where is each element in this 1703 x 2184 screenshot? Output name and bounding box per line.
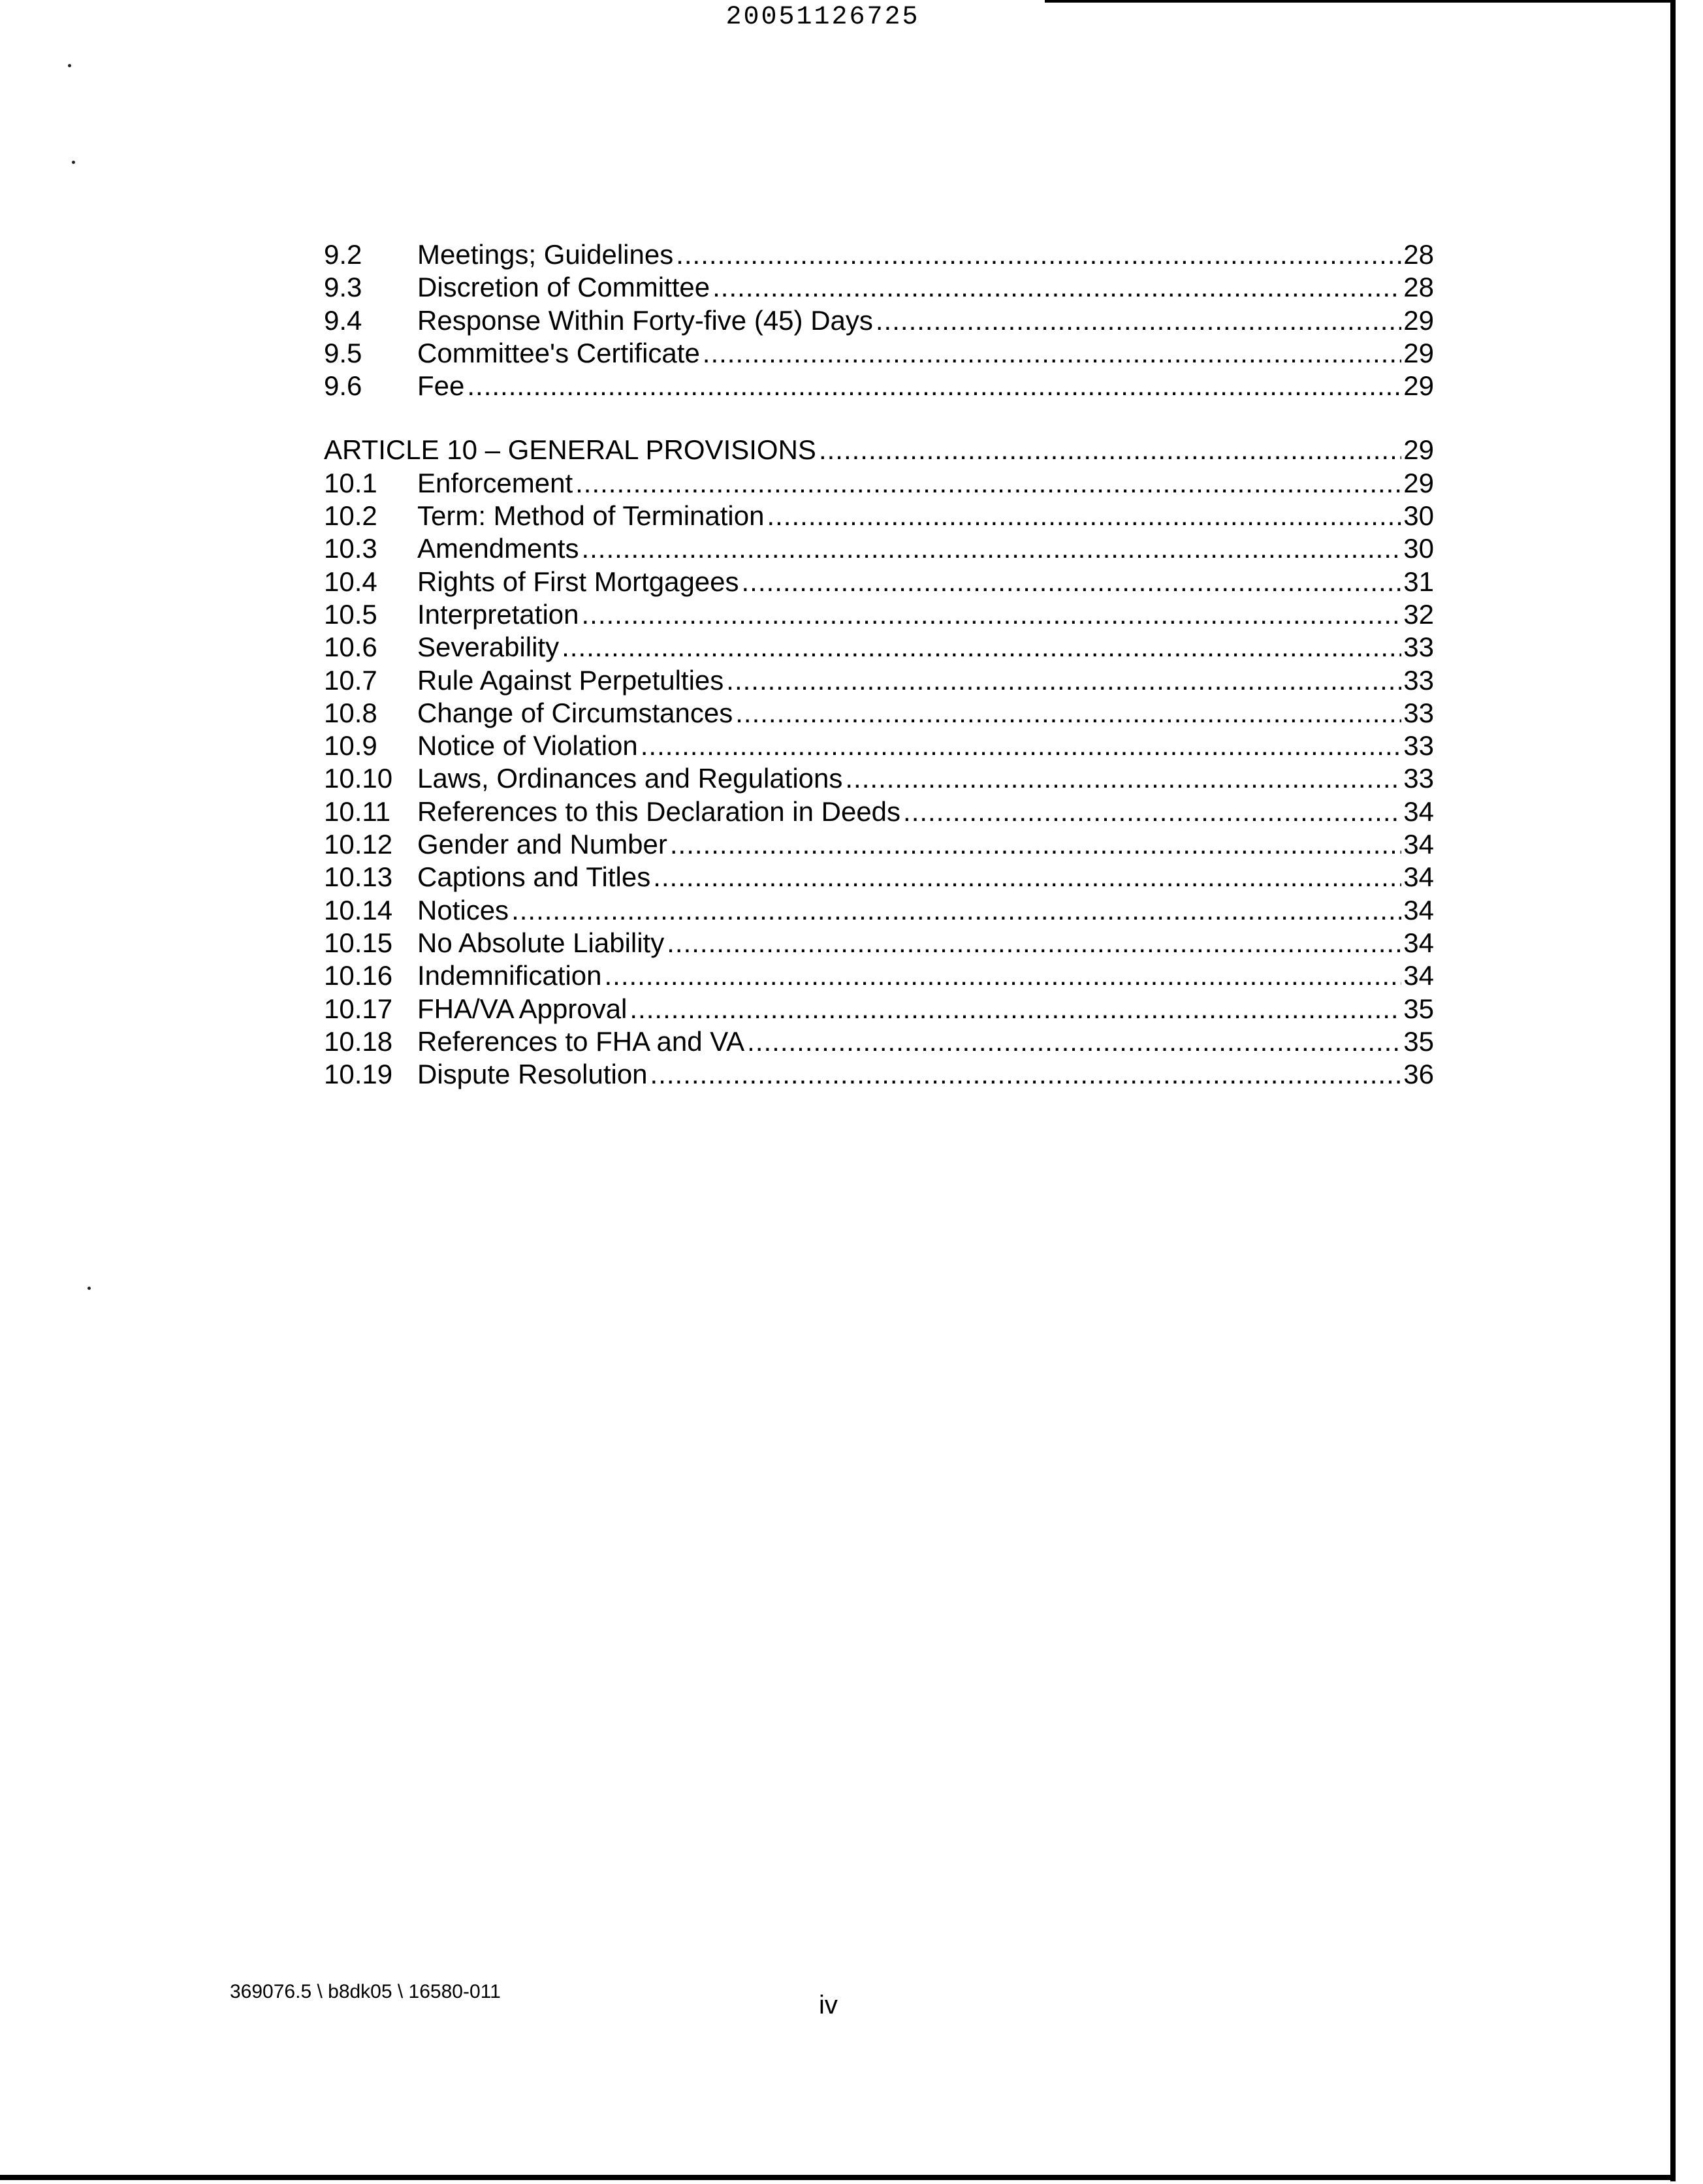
article-page: 29 bbox=[1403, 434, 1434, 466]
toc-entry-number: 10.8 bbox=[324, 697, 377, 728]
toc-entry bbox=[324, 828, 1434, 861]
dot-leader bbox=[676, 238, 1401, 271]
toc-entry-title: References to this Declaration in Deeds bbox=[417, 795, 901, 827]
toc-entry-title: Gender and Number bbox=[417, 829, 667, 860]
toc-entry-title: Laws, Ordinances and Regulations bbox=[417, 763, 843, 794]
toc-entry-title: Enforcement bbox=[417, 467, 573, 498]
toc-entry-title: Fee bbox=[417, 370, 465, 402]
toc-entry-page: 34 bbox=[1403, 795, 1434, 827]
toc-entry-page: 29 bbox=[1403, 304, 1434, 336]
dot-leader bbox=[742, 566, 1401, 598]
toc-entry-number: 10.15 bbox=[324, 927, 393, 958]
toc-entry-title: Rule Against Perpetulties bbox=[417, 664, 724, 696]
dot-leader bbox=[629, 993, 1401, 1025]
toc-entry-title: Discretion of Committee bbox=[417, 272, 710, 303]
toc-entry-title: Committee's Certificate bbox=[417, 337, 700, 368]
toc-entry-number: 10.11 bbox=[324, 795, 390, 827]
dot-leader bbox=[726, 664, 1401, 697]
toc-entry bbox=[324, 238, 1434, 271]
toc-entry-title: Rights of First Mortgagees bbox=[417, 566, 739, 597]
toc-entry bbox=[324, 598, 1434, 631]
toc-entry-number: 10.9 bbox=[324, 730, 377, 762]
scan-speck bbox=[68, 64, 71, 67]
dot-leader bbox=[653, 861, 1401, 893]
toc-entry-page: 33 bbox=[1403, 632, 1434, 663]
dot-leader bbox=[819, 434, 1401, 466]
dot-leader bbox=[735, 697, 1401, 730]
toc-entry bbox=[324, 271, 1434, 304]
toc-entry-number: 10.7 bbox=[324, 664, 377, 696]
scan-speck bbox=[72, 161, 75, 164]
toc-entry-title: Dispute Resolution bbox=[417, 1059, 648, 1090]
toc-entry-page: 33 bbox=[1403, 664, 1434, 696]
toc-entry bbox=[324, 993, 1434, 1025]
toc-entry bbox=[324, 1058, 1434, 1091]
toc-entry-number: 10.2 bbox=[324, 500, 377, 532]
toc-entry-number: 10.4 bbox=[324, 566, 377, 597]
toc-entry-number: 9.5 bbox=[324, 337, 362, 368]
scan-speck bbox=[88, 1287, 91, 1290]
dot-leader bbox=[747, 1025, 1401, 1058]
toc-entry-number: 10.18 bbox=[324, 1025, 393, 1057]
toc-entry-title: Severability bbox=[417, 632, 560, 663]
dot-leader bbox=[605, 959, 1402, 992]
toc-entry-title: Indemnification bbox=[417, 960, 602, 991]
toc-entry-page: 33 bbox=[1403, 730, 1434, 762]
document-number: 20051126725 bbox=[725, 3, 920, 32]
toc-entry-number: 10.12 bbox=[324, 829, 393, 860]
toc-entry-title: Amendments bbox=[417, 533, 579, 564]
toc-entry bbox=[324, 631, 1434, 664]
toc-entry-number: 9.6 bbox=[324, 370, 362, 402]
toc-entry-title: References to FHA and VA bbox=[417, 1025, 745, 1057]
toc-entry-title: Term: Method of Termination bbox=[417, 500, 765, 532]
toc-entry bbox=[324, 337, 1434, 370]
scan-right-edge bbox=[1670, 0, 1676, 2181]
toc-entry-page: 32 bbox=[1403, 598, 1434, 630]
toc-entry-title: Notices bbox=[417, 894, 509, 925]
toc-entry-page: 29 bbox=[1403, 370, 1434, 402]
toc-article-heading bbox=[324, 434, 1434, 466]
toc-entry-page: 33 bbox=[1403, 697, 1434, 728]
toc-entry-page: 34 bbox=[1403, 894, 1434, 925]
toc-entry bbox=[324, 959, 1434, 992]
toc-entry-page: 30 bbox=[1403, 500, 1434, 532]
toc-entry bbox=[324, 1025, 1434, 1058]
dot-leader bbox=[712, 271, 1401, 304]
toc-entry-title: Meetings; Guidelines bbox=[417, 239, 674, 270]
toc-entry-number: 10.17 bbox=[324, 993, 393, 1024]
article-title: ARTICLE 10 – GENERAL PROVISIONS bbox=[324, 434, 816, 466]
dot-leader bbox=[562, 631, 1401, 664]
toc-entry-page: 35 bbox=[1403, 1025, 1434, 1057]
toc-entry bbox=[324, 762, 1434, 795]
toc-entry-page: 34 bbox=[1403, 927, 1434, 958]
scan-bottom-edge bbox=[0, 2175, 1676, 2180]
toc-entry bbox=[324, 304, 1434, 337]
toc-entry-page: 30 bbox=[1403, 533, 1434, 564]
toc-entry-number: 10.5 bbox=[324, 598, 377, 630]
toc-entry-number: 10.14 bbox=[324, 894, 393, 925]
toc-entry-page: 34 bbox=[1403, 829, 1434, 860]
toc-entry-number: 10.10 bbox=[324, 763, 393, 794]
toc-entry-number: 9.4 bbox=[324, 304, 362, 336]
section-spacer bbox=[324, 402, 1434, 434]
table-of-contents bbox=[324, 238, 1434, 1091]
toc-entry-page: 33 bbox=[1403, 763, 1434, 794]
dot-leader bbox=[467, 370, 1401, 402]
toc-entry-page: 34 bbox=[1403, 960, 1434, 991]
toc-entry-title: FHA/VA Approval bbox=[417, 993, 628, 1024]
toc-entry bbox=[324, 500, 1434, 532]
toc-entry-number: 10.16 bbox=[324, 960, 393, 991]
toc-entry-number: 10.19 bbox=[324, 1059, 393, 1090]
toc-entry-number: 10.1 bbox=[324, 467, 377, 498]
toc-entry bbox=[324, 467, 1434, 500]
toc-entry-page: 28 bbox=[1403, 239, 1434, 270]
toc-entry-page: 36 bbox=[1403, 1059, 1434, 1090]
toc-entry bbox=[324, 927, 1434, 959]
toc-entry-number: 10.13 bbox=[324, 861, 393, 893]
dot-leader bbox=[641, 730, 1401, 762]
toc-entry bbox=[324, 566, 1434, 598]
dot-leader bbox=[667, 927, 1401, 959]
toc-entry bbox=[324, 532, 1434, 565]
toc-entry-number: 9.3 bbox=[324, 272, 362, 303]
toc-entry-page: 29 bbox=[1403, 337, 1434, 368]
toc-entry-number: 9.2 bbox=[324, 239, 362, 270]
dot-leader bbox=[903, 795, 1401, 828]
toc-entry-page: 35 bbox=[1403, 993, 1434, 1024]
toc-entry-number: 10.6 bbox=[324, 632, 377, 663]
toc-entry-title: No Absolute Liability bbox=[417, 927, 665, 958]
toc-entry bbox=[324, 697, 1434, 730]
dot-leader bbox=[581, 532, 1401, 565]
toc-entry-number: 10.3 bbox=[324, 533, 377, 564]
dot-leader bbox=[767, 500, 1401, 532]
toc-entry-title: Interpretation bbox=[417, 598, 579, 630]
toc-entry bbox=[324, 664, 1434, 697]
footer-document-code: 369076.5 \ b8dk05 \ 16580-011 bbox=[230, 1981, 501, 2002]
dot-leader bbox=[703, 337, 1401, 370]
dot-leader bbox=[845, 762, 1401, 795]
toc-entry bbox=[324, 894, 1434, 927]
dot-leader bbox=[650, 1058, 1401, 1091]
toc-entry-page: 31 bbox=[1403, 566, 1434, 597]
toc-entry-title: Response Within Forty-five (45) Days bbox=[417, 304, 873, 336]
toc-entry-title: Change of Circumstances bbox=[417, 697, 733, 728]
toc-entry bbox=[324, 861, 1434, 893]
toc-entry bbox=[324, 795, 1434, 828]
footer-page-number: iv bbox=[819, 1991, 838, 2019]
dot-leader bbox=[670, 828, 1401, 861]
dot-leader bbox=[511, 894, 1401, 927]
dot-leader bbox=[582, 598, 1402, 631]
dot-leader bbox=[876, 304, 1401, 337]
toc-entry-title: Captions and Titles bbox=[417, 861, 651, 893]
toc-entry bbox=[324, 370, 1434, 402]
toc-entry-title: Notice of Violation bbox=[417, 730, 638, 762]
toc-entry bbox=[324, 730, 1434, 762]
dot-leader bbox=[575, 467, 1401, 500]
toc-entry-page: 29 bbox=[1403, 467, 1434, 498]
toc-entry-page: 34 bbox=[1403, 861, 1434, 893]
toc-entry-page: 28 bbox=[1403, 272, 1434, 303]
